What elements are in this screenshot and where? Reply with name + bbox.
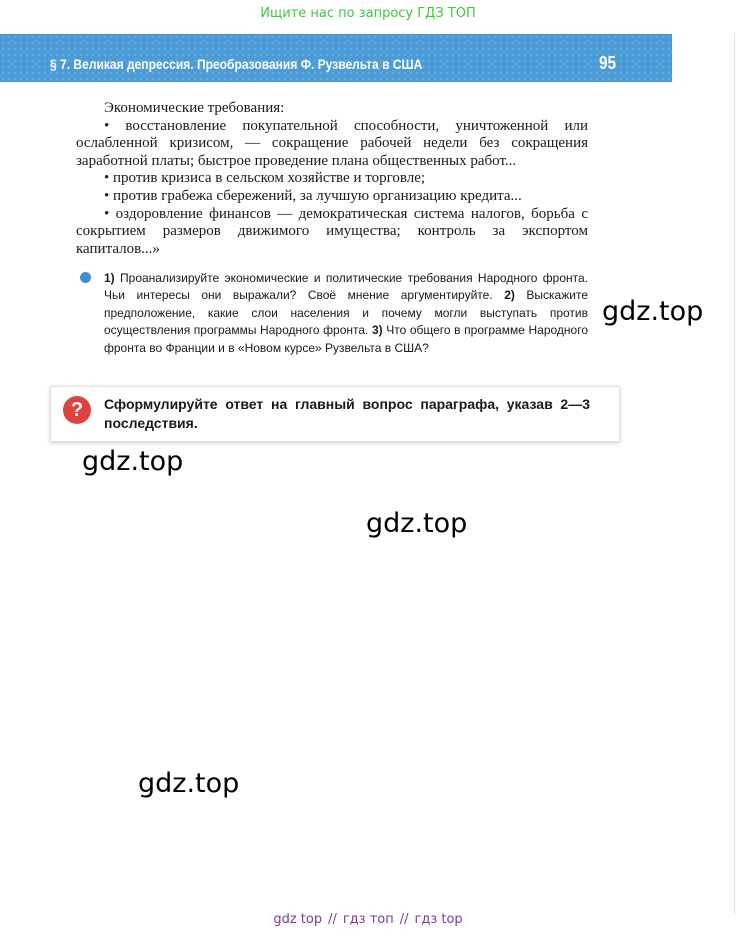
page-number: 95 (599, 53, 617, 73)
watermark: gdz.top (138, 768, 240, 799)
chapter-title: § 7. Великая депрессия. Преобразования Ф. Рузвельта в США (50, 56, 423, 72)
footer-link[interactable]: гдз top (414, 912, 463, 927)
watermark: gdz.top (82, 446, 184, 477)
footer-links (0, 912, 736, 927)
watermark: gdz.top (366, 508, 468, 539)
footer-separator: // (399, 912, 409, 927)
document-quote (76, 100, 588, 258)
main-question-text: Сформулируйте ответ на главный вопрос параграфа, указав 2—3 последствия. (104, 396, 590, 431)
watermark: gdz.top (602, 296, 704, 327)
question-number: 3) (371, 323, 383, 338)
quote-heading: Экономические требования: (104, 100, 285, 116)
question-number: 2) (504, 288, 515, 303)
footer-separator: // (328, 912, 337, 927)
quote-item: • против кризиса в сельском хозяйстве и торговле; (104, 170, 426, 187)
question-text: Проанализируйте экономические и политические требования Народного фронта. Чьи интересы они выражали? Своё мнение аргументируйте. (104, 271, 588, 303)
question-mark-icon: ? (63, 396, 91, 424)
question-text: Что общего в программе Народного фронта во Франции и в «Новом курсе» Рузвельта в США? (104, 323, 588, 355)
search-banner-link[interactable]: Ищите нас по запросу ГДЗ ТОП (260, 6, 476, 21)
footer-link[interactable]: gdz top (273, 912, 323, 927)
questions-bullet-icon (80, 272, 91, 283)
quote-item: • против грабежа сбережений, за лучшую организацию кредита... (104, 187, 522, 204)
quote-item: • восстановление покупательной способности, уничтоженной или ослабленной кризисом, — сокращение рабочей недели без сокращения заработной платы; быстрое проведение плана общественных работ... (76, 117, 588, 169)
quote-item: • оздоровление финансов — демократическая система налогов, борьба с сокрытием размеров движимого имущества; контроль за экспортом капиталов...» (76, 205, 588, 257)
question-number: 1) (104, 271, 115, 285)
question-text: Выскажите предположение, какие слои населения и почему могли выступать против осуществления программы Народного фронта. (104, 288, 588, 338)
chapter-header (0, 34, 672, 82)
question-block (104, 270, 588, 357)
footer-link[interactable]: гдз топ (342, 912, 394, 927)
page-edge-line (734, 34, 735, 914)
